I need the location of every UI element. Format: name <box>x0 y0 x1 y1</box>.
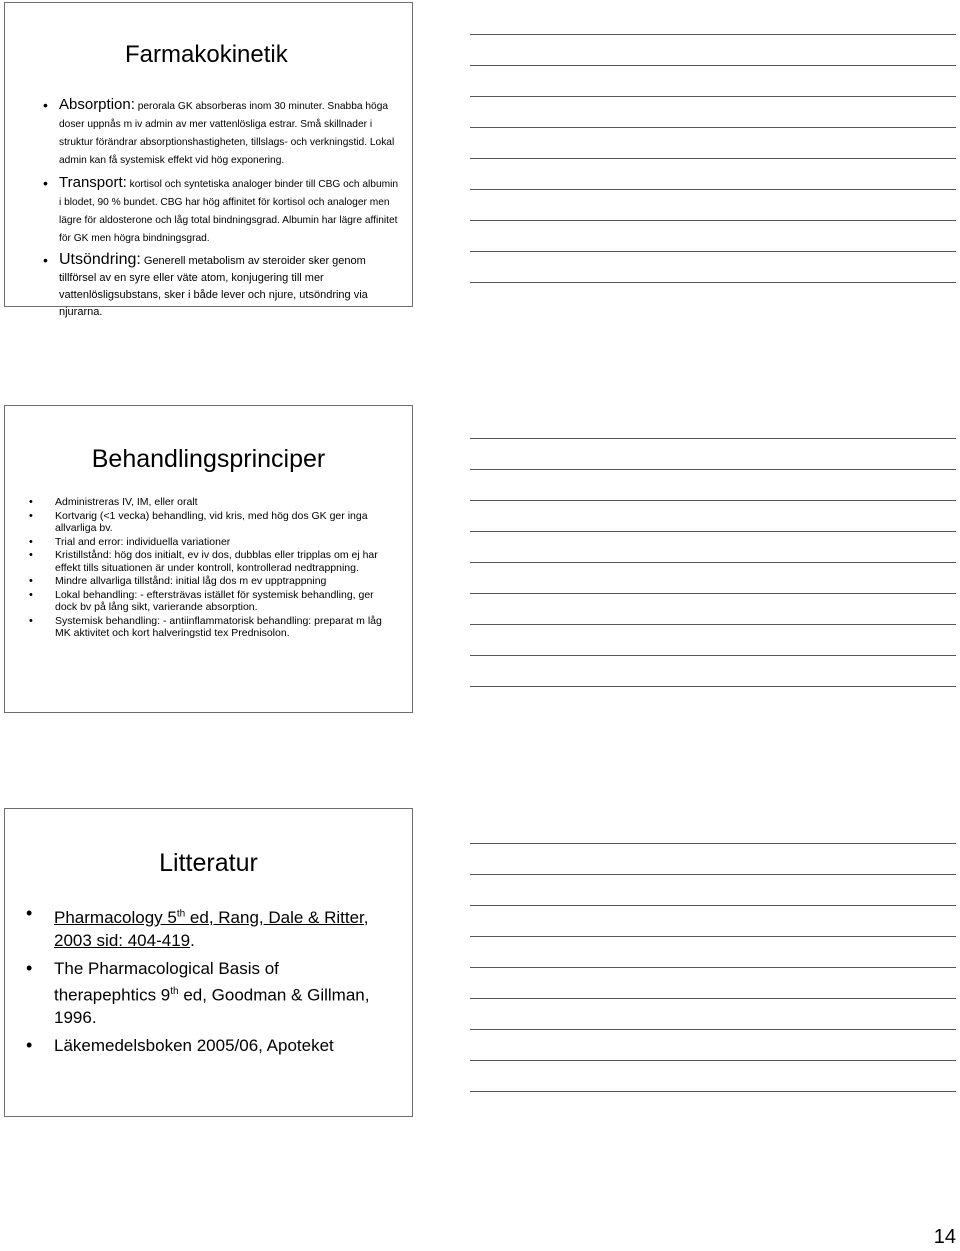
note-lines <box>470 34 956 283</box>
bullet-heading: Transport: <box>59 174 127 191</box>
page-number: 14 <box>933 1226 956 1248</box>
bullet-list <box>59 96 399 326</box>
list-item: • The Pharmacological Basis of therapephtics 9th ed, Goodman & Gillman, 1996. <box>54 957 384 1030</box>
slide-litteratur <box>4 808 413 1117</box>
slide-farmakokinetik <box>4 2 413 318</box>
list-item: • Administreras IV, IM, eller oralt <box>55 496 385 509</box>
slide-title: Behandlingsprinciper <box>91 445 326 473</box>
list-item <box>59 174 399 246</box>
bullet-heading: Absorption: <box>59 96 135 113</box>
list-item: • Läkemedelsboken 2005/06, Apoteket <box>54 1034 384 1057</box>
slide-title: Litteratur <box>159 849 258 877</box>
list-item: • Kortvarig (<1 vecka) behandling, vid kris, med hög dos GK ger inga allvarliga bv. <box>55 510 385 535</box>
bullet-text: kortisol och syntetiska analoger binder till CBG och albumin i blodet, 90 % bundet. CBG har hög affinitet för kortisol och analoger men lägre för aldosterone och låg total bindningsgrad. Albumin har lägre affinitet för GK men högra bindningsgrad. <box>59 179 399 244</box>
list-item: • Pharmacology 5th ed, Rang, Dale & Ritter, 2003 sid: 404-419. <box>54 902 384 952</box>
bullet-text: perorala GK absorberas inom 30 minuter. Snabba höga doser uppnås m iv admin av mer vattenlösliga estrar. Små skillnader i struktur förändrar absorptionshastigheten, tillslags- och verkningstid. Lokal admin kan få systemisk effekt vid hög exponering. <box>59 101 395 166</box>
bullet-heading: Utsöndring: <box>59 251 141 268</box>
list-item: • Mindre allvarliga tillstånd: initial låg dos m ev upptrappning <box>55 575 385 588</box>
slide-behandlingsprinciper <box>4 405 413 713</box>
list-item <box>59 96 399 168</box>
list-item: • Lokal behandling: - eftersträvas istället för systemisk behandling, ger dock bv på lång sikt, varierande absorption. <box>55 589 385 614</box>
reference-list <box>54 902 384 1062</box>
note-lines <box>470 438 956 687</box>
list-item: • Trial and error: individuella variationer <box>55 536 385 549</box>
bullet-text: Generell metabolism av steroider sker genom tillförsel av en syre eller väte atom, konjugering till mer vattenlösligsubstans, sker i både lever och njure, utsöndring via njurarna. <box>59 255 368 318</box>
note-lines <box>470 843 956 1092</box>
reference-link[interactable]: Pharmacology 5th ed, Rang, Dale & Ritter, 2003 sid: 404-419 <box>54 907 369 950</box>
list-item <box>59 252 399 320</box>
list-item: • Systemisk behandling: - antiinflammatorisk behandling: preparat m låg MK aktivitet och kort halveringstid tex Prednisolon. <box>55 615 385 640</box>
bullet-list <box>55 496 385 641</box>
slide-title: Farmakokinetik <box>125 41 288 68</box>
list-item: • Kristillstånd: hög dos initialt, ev iv dos, dubblas eller tripplas om ej har effekt tills situationen är under kontroll, kontrollerad nedtrappning. <box>55 549 385 574</box>
